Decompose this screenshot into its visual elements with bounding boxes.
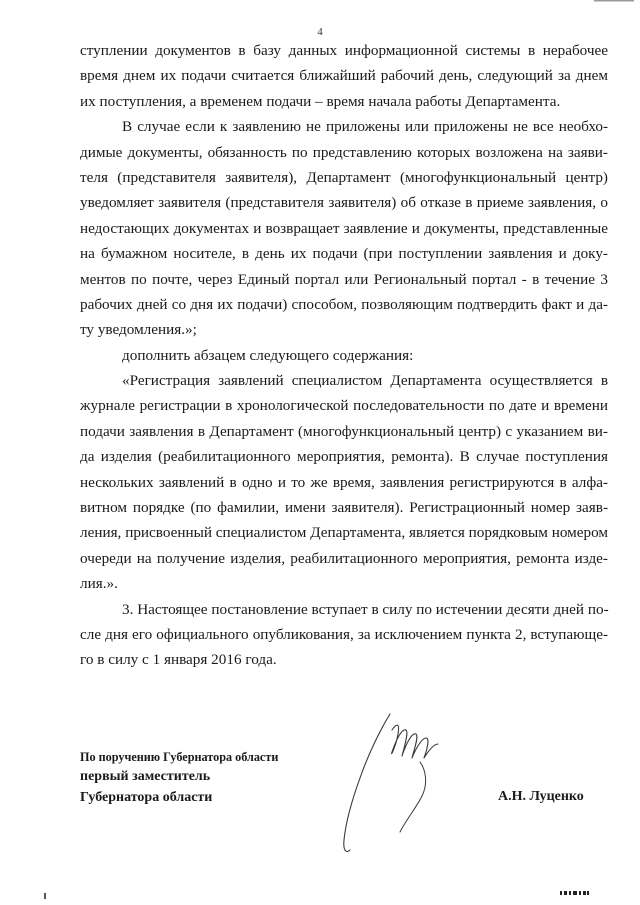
- text-line: подачи заявления в Департамент (многофункциональный центр) с указанием ви-: [80, 422, 608, 440]
- text-line: В случае если к заявлению не приложены или приложены не все необхо-: [122, 118, 608, 136]
- text-line: сле дня его официального опубликования, за исключением пункта 2, вступающе-: [80, 625, 608, 643]
- signature-position-line: первый заместитель: [80, 769, 211, 784]
- text-line: дополнить абзацем следующего содержания:: [122, 346, 414, 364]
- text-line: да изделия (реабилитационного мероприятия, ремонта). В случае поступления: [80, 448, 608, 466]
- paragraph-missing-documents: [80, 114, 608, 343]
- text-line: недостающих документах и возвращает заявление и документы, представленные: [80, 219, 608, 237]
- text-line: рабочих дней со дня их подачи) способом, позволяющим подтвердить факт и да-: [80, 295, 608, 313]
- text-line: очереди на получение изделия, реабилитационного мероприятия, ремонта изде-: [80, 549, 608, 567]
- paragraph-continuation: [80, 38, 608, 114]
- text-line: 3. Настоящее постановление вступает в силу по истечении десяти дней по-: [122, 600, 609, 618]
- text-line: ления, присвоенный специалистом Департамента, является порядковым номером: [80, 524, 608, 542]
- document-body: [80, 38, 608, 673]
- paragraph-registration: [80, 368, 608, 597]
- scan-mark: [44, 893, 46, 899]
- text-line: уведомляет заявителя (представителя заявителя) об отказе в приеме заявления, о: [80, 194, 608, 212]
- signature-authority-line: По поручению Губернатора области: [80, 750, 279, 764]
- text-line: ступлении документов в базу данных информационной системы в нерабочее: [80, 42, 608, 59]
- signature-position-line: Губернатора области: [80, 790, 213, 805]
- text-line: время днем их подачи считается ближайший рабочий день, следующий за днем: [80, 67, 608, 85]
- paragraph-addition-intro: [80, 343, 608, 368]
- scan-mark: [560, 890, 590, 896]
- text-line: их поступления, а временем подачи – время начала работы Департамента.: [80, 92, 561, 110]
- text-line: теля (представителя заявителя), Департамент (многофункциональный центр): [80, 168, 608, 186]
- text-line: ту уведомления.»;: [80, 321, 197, 339]
- text-line: ментов по почте, через Единый портал или Региональный портал - в течение 3: [80, 270, 608, 288]
- text-line: димые документы, обязанность по представлению которых возложена на заяви-: [80, 143, 608, 161]
- signer-name: А.Н. Луценко: [498, 789, 584, 804]
- text-line: на бумажном носителе, в день их подачи (при поступлении заявления и доку-: [80, 245, 608, 263]
- text-line: витном порядке (по фамилии, имени заявителя). Регистрационный номер заяв-: [80, 499, 608, 517]
- text-line: нескольких заявлений в одно и то же время, заявления регистрируются в алфа-: [80, 473, 608, 491]
- text-line: «Регистрация заявлений специалистом Департамента осуществляется в: [122, 372, 608, 390]
- text-line: го в силу с 1 января 2016 года.: [80, 651, 277, 669]
- scan-mark: [594, 0, 634, 4]
- page-number: 4: [317, 26, 323, 38]
- text-line: журнале регистрации в хронологической последовательности по дате и времени: [80, 397, 608, 415]
- paragraph-effective-date: [80, 597, 608, 673]
- text-line: лия.».: [80, 575, 118, 593]
